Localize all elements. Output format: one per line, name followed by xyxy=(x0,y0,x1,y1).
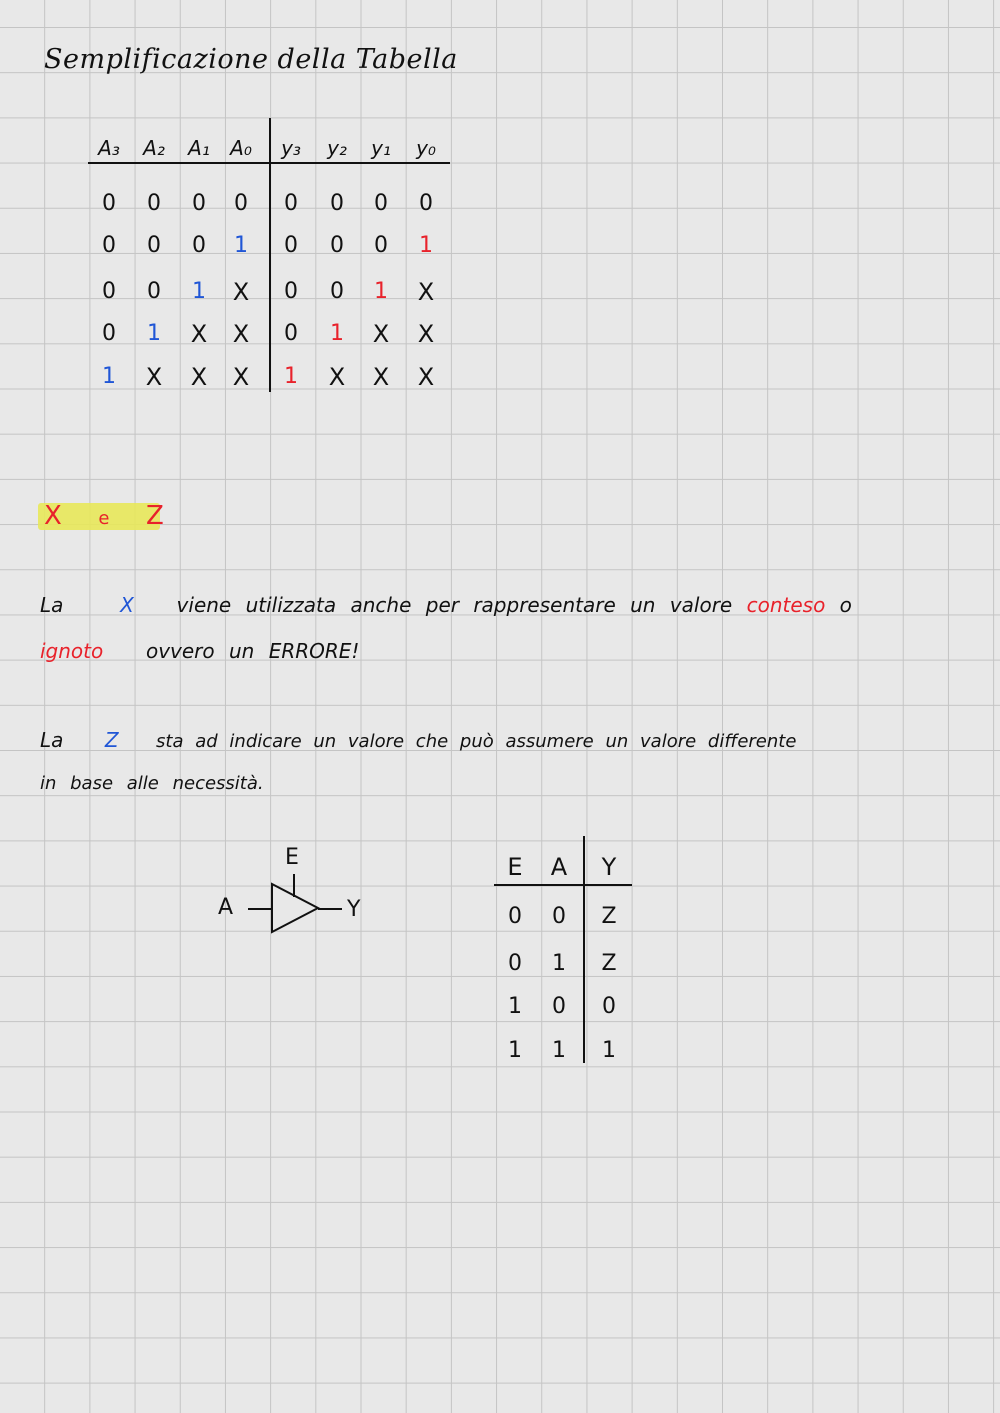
table1-cell: 0 xyxy=(192,233,206,258)
heading-z: Z xyxy=(145,501,164,531)
table2-cell: Z xyxy=(601,951,617,976)
table1-cell: 0 xyxy=(147,233,161,258)
table1-cell: 1 xyxy=(284,364,298,389)
page-title: Semplificazione della Tabella xyxy=(44,44,458,75)
heading-x: X xyxy=(44,501,62,531)
table1-cell: X xyxy=(190,320,208,348)
table1-cell: 1 xyxy=(374,279,388,304)
table1-header-cell: y₃ xyxy=(281,136,301,160)
table1-cell: X xyxy=(232,320,250,348)
table1-cell: X xyxy=(417,320,435,348)
table1-cell: X xyxy=(372,320,390,348)
para1-conteso: conteso xyxy=(746,593,826,617)
table2-cell: 0 xyxy=(508,951,522,976)
para1-text2: ovvero un ERRORE! xyxy=(145,639,360,663)
table1-cell: 1 xyxy=(192,279,206,304)
heading-e: e xyxy=(98,508,110,529)
table1-cell: 0 xyxy=(330,191,344,216)
table1-cell: X xyxy=(328,363,346,391)
table1-header-cell: A₂ xyxy=(143,136,165,160)
table2-cell: 0 xyxy=(552,994,566,1019)
table1-cell: 1 xyxy=(147,321,161,346)
table1-cell: X xyxy=(232,278,250,306)
table1-cell: 0 xyxy=(102,279,116,304)
para1-la: La xyxy=(40,593,64,617)
table1-cell: 0 xyxy=(284,191,298,216)
table1-cell: X xyxy=(190,363,208,391)
table2-header-cell: E xyxy=(507,853,523,881)
table1-header-cell: A₀ xyxy=(230,136,252,160)
table1-cell: X xyxy=(417,278,435,306)
table1-header-cell: A₃ xyxy=(98,136,120,160)
table1-cell: 0 xyxy=(102,191,116,216)
table1-cell: 0 xyxy=(102,321,116,346)
table1-cell: 0 xyxy=(330,233,344,258)
table1-header-cell: y₀ xyxy=(416,136,436,160)
table1-cell: 0 xyxy=(374,233,388,258)
table2-cell: 0 xyxy=(552,904,566,929)
table1-cell: 0 xyxy=(234,191,248,216)
table1-cell: 0 xyxy=(374,191,388,216)
table1-header-cell: y₂ xyxy=(327,136,347,160)
buffer-output-label: Y xyxy=(347,897,361,922)
table1-cell: 1 xyxy=(234,233,248,258)
table1-cell: X xyxy=(145,363,163,391)
para1-text1: viene utilizzata anche per rappresentare un valore xyxy=(176,593,733,617)
table2-cell: 1 xyxy=(602,1038,616,1063)
table1-cell: 0 xyxy=(147,191,161,216)
table1-cell: 0 xyxy=(419,191,433,216)
table2-cell: 1 xyxy=(552,951,566,976)
table1-cell: 0 xyxy=(284,233,298,258)
table1-cell: 0 xyxy=(102,233,116,258)
buffer-enable-label: E xyxy=(285,845,299,870)
para2-la: La xyxy=(40,728,64,752)
table2-cell: 1 xyxy=(508,994,522,1019)
buffer-input-label: A xyxy=(218,895,234,920)
para1-o: o xyxy=(839,593,852,617)
table1-cell: X xyxy=(417,363,435,391)
table1-cell: 0 xyxy=(284,321,298,346)
table1-cell: 0 xyxy=(284,279,298,304)
table1-cell: 1 xyxy=(330,321,344,346)
table2-cell: 1 xyxy=(552,1038,566,1063)
table2-header-cell: A xyxy=(550,853,568,881)
para1-x: X xyxy=(120,593,134,617)
table1-cell: 1 xyxy=(419,233,433,258)
para2-text2: in base alle necessità. xyxy=(40,773,264,794)
para2-text1: sta ad indicare un valore che può assumere un valore differente xyxy=(156,731,797,752)
table1-cell: 1 xyxy=(102,364,116,389)
table1-cell: 0 xyxy=(330,279,344,304)
table1-cell: X xyxy=(372,363,390,391)
table1-cell: 0 xyxy=(192,191,206,216)
table2-cell: 0 xyxy=(602,994,616,1019)
table2-cell: 0 xyxy=(508,904,522,929)
para1-ignoto: ignoto xyxy=(40,639,104,663)
table1-cell: 0 xyxy=(147,279,161,304)
table1-cell: X xyxy=(232,363,250,391)
table1-header-cell: A₁ xyxy=(188,136,210,160)
table1-header-cell: y₁ xyxy=(371,136,391,160)
para2-z: Z xyxy=(104,728,119,752)
table2-cell: Z xyxy=(601,904,617,929)
table2-cell: 1 xyxy=(508,1038,522,1063)
table2-header-cell: Y xyxy=(601,853,617,881)
